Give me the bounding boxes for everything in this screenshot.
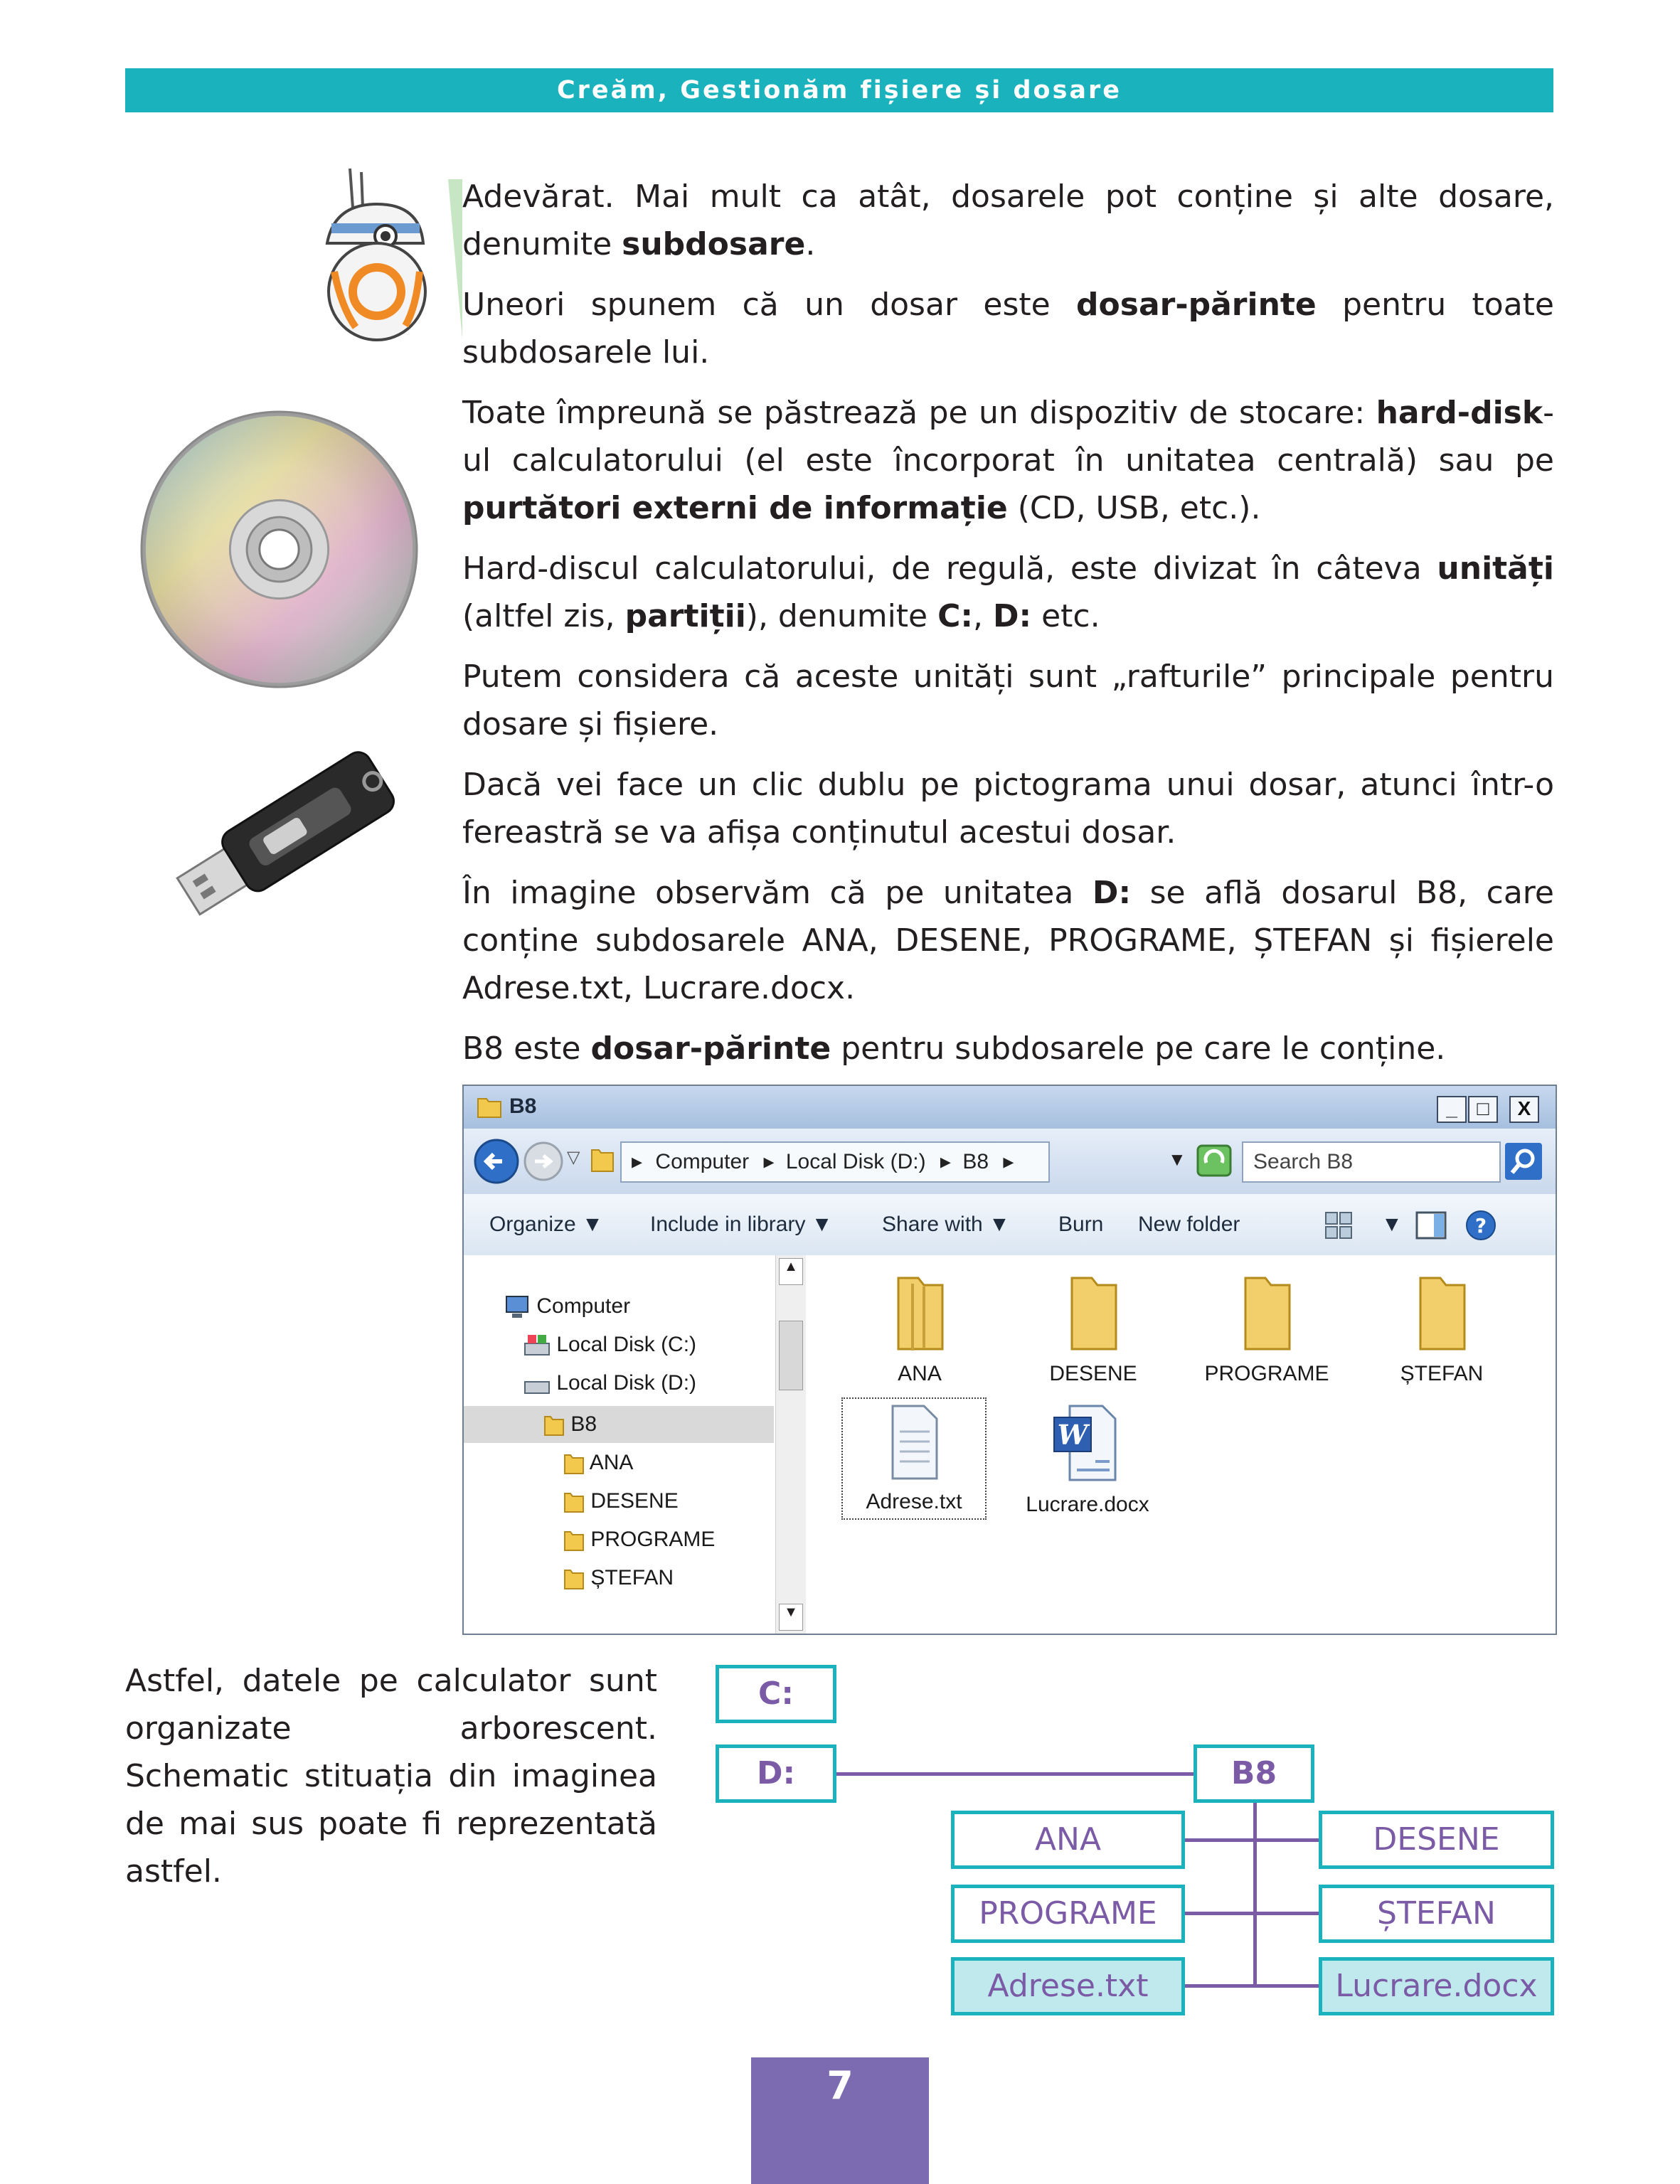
- folder-programe[interactable]: PROGRAME: [1196, 1271, 1338, 1386]
- paragraph: Adevărat. Mai mult ca atât, dosarele pot conține și alte dosare, denumite subdosare.: [462, 179, 1554, 262]
- folder-icon: [477, 1094, 502, 1119]
- maximize-button[interactable]: □: [1468, 1096, 1498, 1123]
- folder-desene[interactable]: DESENE: [1022, 1271, 1164, 1386]
- tree-node-d: D:: [716, 1744, 836, 1803]
- paragraph: Toate împreună se păstrează pe un dispozitiv de stocare: hard-disk-ul calculatorului (el este încorporat în unitatea centrală) sau pe purtători externi de informație (CD, USB, etc.).: [462, 395, 1554, 526]
- folder-icon: [543, 1414, 565, 1437]
- main-text: [462, 173, 1554, 1085]
- folder-icon: [886, 1271, 954, 1353]
- scroll-down-arrow[interactable]: ▼: [779, 1604, 803, 1631]
- scroll-thumb[interactable]: [779, 1321, 803, 1390]
- paragraph: Dacă vei face un clic dublu pe pictograma unui dosar, atunci într-o fereastră se va afișa conținutul acestui dosar.: [462, 767, 1554, 851]
- nav-item-ana[interactable]: ANA: [563, 1444, 633, 1481]
- paragraph: În imagine observăm că pe unitatea D: se află dosarul B8, care conține subdosarele ANA, DESENE, PROGRAME, ȘTEFAN și fișierele Adrese.txt, Lucrare.docx.: [462, 875, 1554, 1006]
- folder-icon: [563, 1491, 585, 1513]
- search-icon[interactable]: [1504, 1141, 1543, 1181]
- nav-item-desene[interactable]: DESENE: [563, 1483, 679, 1520]
- new-folder-button[interactable]: New folder: [1138, 1213, 1240, 1236]
- paragraph: B8 este dosar-părinte pentru subdosarele pe care le conține.: [462, 1030, 1446, 1067]
- file-list: [806, 1255, 1556, 1634]
- connector-line: [1182, 1838, 1322, 1842]
- file-adrese-txt[interactable]: Adrese.txt: [841, 1397, 987, 1520]
- computer-icon: [504, 1295, 531, 1319]
- include-in-library-menu[interactable]: Include in library ▼: [650, 1213, 833, 1236]
- folder-icon: [590, 1147, 615, 1173]
- forward-arrow-icon[interactable]: [523, 1141, 563, 1181]
- navigation-pane: [464, 1255, 805, 1634]
- nav-item-programe[interactable]: PROGRAME: [563, 1521, 715, 1558]
- window-title: B8: [509, 1094, 537, 1118]
- navigation-scrollbar[interactable]: [775, 1255, 806, 1634]
- word-document-icon: [1048, 1400, 1127, 1484]
- folder-icon: [1233, 1271, 1301, 1353]
- back-arrow-icon[interactable]: [474, 1139, 519, 1184]
- tree-node-stefan: ȘTEFAN: [1319, 1885, 1554, 1943]
- refresh-icon[interactable]: [1196, 1144, 1232, 1177]
- breadcrumb-b8[interactable]: B8: [962, 1150, 989, 1173]
- nav-item-local-disk-d[interactable]: Local Disk (D:): [523, 1365, 696, 1402]
- command-toolbar: [464, 1194, 1556, 1256]
- folder-icon: [1059, 1271, 1127, 1353]
- robot-illustration: [306, 165, 462, 350]
- connector-line: [1182, 1984, 1322, 1988]
- breadcrumb-computer[interactable]: Computer: [655, 1150, 750, 1173]
- tree-node-b8: B8: [1193, 1744, 1314, 1803]
- svg-text:W: W: [1057, 1419, 1088, 1451]
- help-icon[interactable]: [1465, 1210, 1496, 1241]
- cd-illustration: [139, 409, 420, 690]
- history-dropdown-icon[interactable]: ▽: [567, 1148, 580, 1167]
- paragraph: Uneori spunem că un dosar este dosar-părinte pentru toate subdosarele lui.: [462, 287, 1555, 371]
- tree-node-desene: DESENE: [1319, 1811, 1554, 1869]
- search-input[interactable]: Search B8: [1242, 1141, 1501, 1183]
- folder-icon: [563, 1567, 585, 1590]
- nav-item-b8[interactable]: B8: [464, 1406, 774, 1443]
- scroll-up-arrow[interactable]: ▲: [779, 1258, 803, 1285]
- page-number: 7: [751, 2057, 929, 2184]
- folder-ana[interactable]: ANA: [849, 1271, 991, 1386]
- folder-stefan[interactable]: ȘTEFAN: [1371, 1271, 1513, 1386]
- file-lucrare-docx[interactable]: W Lucrare.docx: [1016, 1400, 1159, 1517]
- minimize-button[interactable]: _: [1437, 1096, 1467, 1123]
- nav-item-stefan[interactable]: ȘTEFAN: [563, 1560, 674, 1597]
- folder-icon: [563, 1452, 585, 1475]
- svg-text:?: ?: [1474, 1214, 1487, 1237]
- tree-node-adrese-txt: Adrese.txt: [951, 1957, 1185, 2015]
- connector-line: [1182, 1912, 1322, 1915]
- connector-line: [834, 1772, 1196, 1776]
- diagram-intro-text: Astfel, datele pe calculator sunt organizate arborescent. Schematic stituația din imaginea de mai sus poate fi reprezentată astfel.: [125, 1663, 657, 1890]
- close-button[interactable]: X: [1509, 1096, 1539, 1123]
- address-bar[interactable]: ▸ Computer ▸ Local Disk (D:) ▸ B8 ▸: [620, 1141, 1050, 1183]
- paragraph: Hard-discul calculatorului, de regulă, este divizat în câteva unități (altfel zis, partiții), denumite C:, D: etc.: [462, 550, 1554, 634]
- tree-node-lucrare-docx: Lucrare.docx: [1319, 1957, 1554, 2015]
- tree-node-c: C:: [716, 1665, 836, 1723]
- tree-node-programe: PROGRAME: [951, 1885, 1185, 1943]
- explorer-window: [462, 1085, 1557, 1635]
- usb-drive-illustration: [146, 725, 416, 960]
- view-options-icon[interactable]: [1324, 1211, 1353, 1240]
- paragraph: Putem considera că aceste unități sunt „rafturile” principale pentru dosare și fișiere.: [462, 659, 1554, 742]
- nav-item-computer[interactable]: Computer: [504, 1288, 630, 1325]
- folder-icon: [1408, 1271, 1476, 1353]
- organize-menu[interactable]: Organize ▼: [489, 1213, 603, 1236]
- chapter-header: Creăm, Gestionăm fișiere și dosare: [125, 68, 1553, 112]
- nav-item-local-disk-c[interactable]: Local Disk (C:): [523, 1326, 696, 1363]
- tree-node-ana: ANA: [951, 1811, 1185, 1869]
- burn-button[interactable]: Burn: [1058, 1213, 1104, 1236]
- share-with-menu[interactable]: Share with ▼: [882, 1213, 1010, 1236]
- preview-pane-icon[interactable]: [1415, 1211, 1447, 1240]
- breadcrumb-local-disk-d[interactable]: Local Disk (D:): [785, 1150, 926, 1173]
- drive-icon: [523, 1333, 551, 1358]
- connector-line: [1253, 1801, 1257, 1985]
- text-file-icon: [880, 1403, 948, 1481]
- address-dropdown-icon[interactable]: ▼: [1168, 1149, 1186, 1170]
- address-row: [464, 1129, 1556, 1194]
- drive-icon: [523, 1372, 551, 1396]
- title-bar: [464, 1086, 1556, 1129]
- folder-icon: [563, 1529, 585, 1552]
- view-dropdown-icon[interactable]: ▼: [1381, 1213, 1403, 1236]
